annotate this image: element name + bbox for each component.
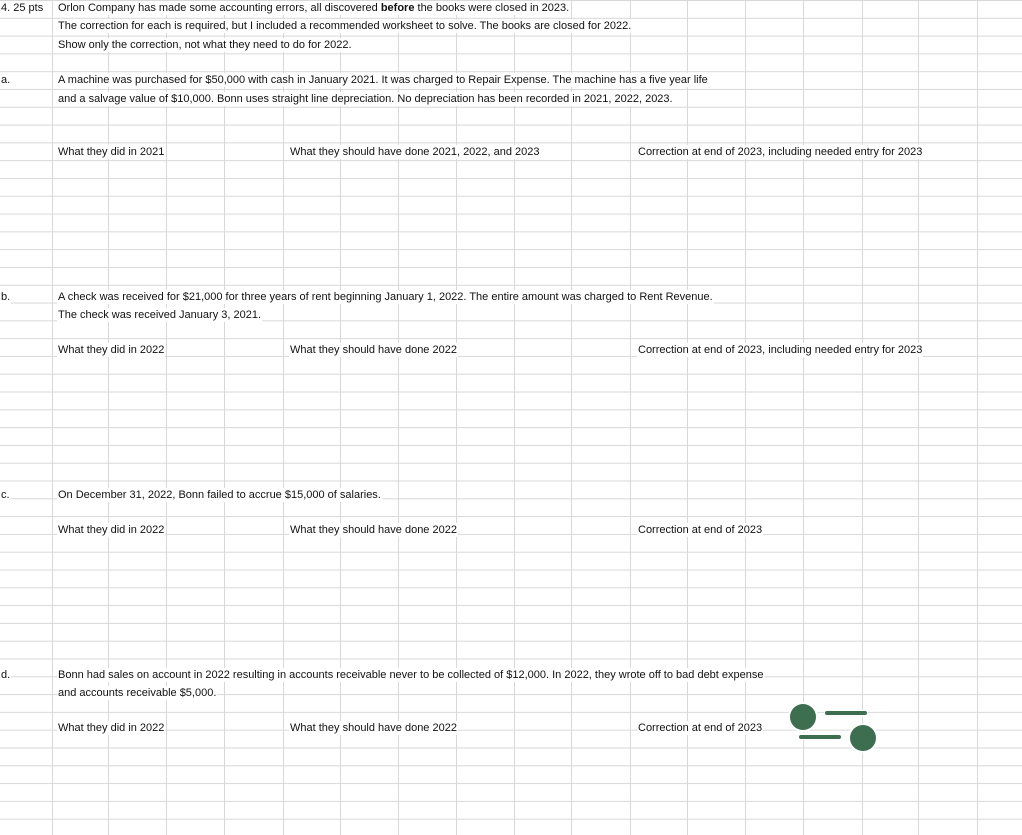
grid-line xyxy=(398,0,399,835)
grid-line xyxy=(514,0,515,835)
part-a-col1-header: What they did in 2021 xyxy=(58,146,165,158)
part-b-col2-header: What they should have done 2022 xyxy=(290,344,457,356)
grid-line xyxy=(108,0,109,835)
part-d-col2-header: What they should have done 2022 xyxy=(290,722,457,734)
part-b-col3-header: Correction at end of 2023, including needed entry for 2023 xyxy=(638,344,923,356)
part-a-line2: and a salvage value of $10,000. Bonn uses straight line depreciation. No depreciation has been recorded in 2021, 2022, 2023. xyxy=(58,93,673,105)
grid-line xyxy=(52,0,53,835)
grid-line xyxy=(630,0,631,835)
question-intro-line1: Orlon Company has made some accounting errors, all discovered before the books were closed in 2023. xyxy=(58,2,570,14)
part-d-line2: and accounts receivable $5,000. xyxy=(58,687,217,699)
grid-line xyxy=(687,0,688,835)
part-d-col3-header: Correction at end of 2023 xyxy=(638,722,763,734)
part-d-col1-header: What they did in 2022 xyxy=(58,722,165,734)
part-b-col1-header: What they did in 2022 xyxy=(58,344,165,356)
grid-line xyxy=(224,0,225,835)
grid-line xyxy=(571,0,572,835)
part-c-col2-header: What they should have done 2022 xyxy=(290,524,457,536)
part-d-letter: d. xyxy=(1,669,11,681)
question-intro-line3: Show only the correction, not what they need to do for 2022. xyxy=(58,39,352,51)
question-number: 4. 25 pts xyxy=(1,2,44,14)
part-a-line1: A machine was purchased for $50,000 with cash in January 2021. It was charged to Repair Expense. The machine has a five year life xyxy=(58,74,708,86)
part-c-col1-header: What they did in 2022 xyxy=(58,524,165,536)
part-b-letter: b. xyxy=(1,291,11,303)
part-c-letter: c. xyxy=(1,489,10,501)
grid-line xyxy=(977,0,978,835)
question-intro-line2: The correction for each is required, but I included a recommended worksheet to solve. The books are closed for 2022. xyxy=(58,20,632,32)
part-b-line1: A check was received for $21,000 for three years of rent beginning January 1, 2022. The entire amount was charged to Rent Revenue. xyxy=(58,291,713,303)
part-c-col3-header: Correction at end of 2023 xyxy=(638,524,763,536)
part-c-line1: On December 31, 2022, Bonn failed to accrue $15,000 of salaries. xyxy=(58,489,381,501)
part-a-col2-header: What they should have done 2021, 2022, and 2023 xyxy=(290,146,540,158)
part-a-letter: a. xyxy=(1,74,11,86)
part-b-line2: The check was received January 3, 2021. xyxy=(58,309,262,321)
grid-line xyxy=(456,0,457,835)
grid-line xyxy=(283,0,284,835)
grid-line xyxy=(918,0,919,835)
toggle-switch-icon[interactable] xyxy=(787,700,883,758)
grid-line xyxy=(166,0,167,835)
grid-line xyxy=(340,0,341,835)
part-d-line1: Bonn had sales on account in 2022 resulting in accounts receivable never to be collected of $12,000. In 2022, they wrote off to bad debt expense xyxy=(58,669,764,681)
grid-line xyxy=(745,0,746,835)
part-a-col3-header: Correction at end of 2023, including needed entry for 2023 xyxy=(638,146,923,158)
